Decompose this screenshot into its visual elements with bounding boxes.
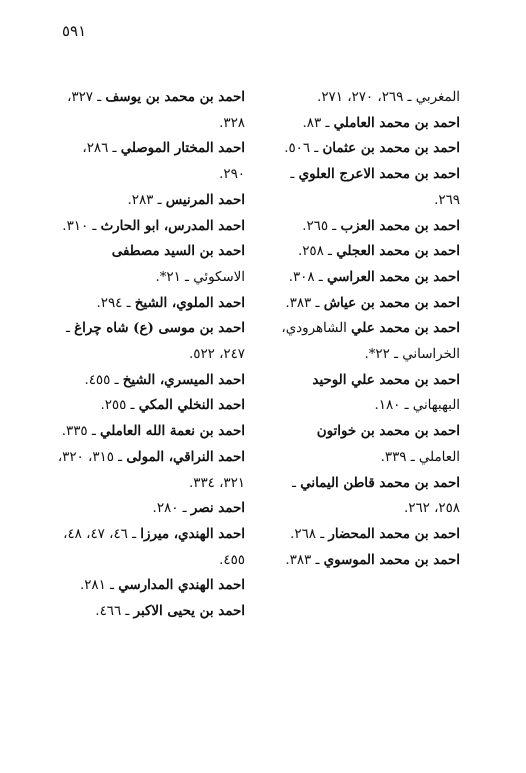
entry-pages: ـ ٢٦٥. <box>302 218 341 234</box>
entry-pages: ـ ٣١٥، ٣٢٠، ٣٢١، ٣٣٤. <box>57 449 245 491</box>
entry-pages: المغربي ـ ٢٦٩، ٢٧٠، ٢٧١. <box>317 90 460 105</box>
entry-pages: ـ ٣٣٥. <box>61 424 101 440</box>
entry-name: احمد بن محمد العاملي <box>333 114 460 131</box>
right-column <box>272 85 460 573</box>
entry-name: احمد بن نعمة الله العاملي <box>100 423 245 440</box>
entry-pages: الاسكوئي ـ ٢١*. <box>155 269 245 285</box>
index-entry <box>57 85 245 136</box>
entry-pages: ـ ٣٢٧، ٣٢٨. <box>67 90 245 131</box>
index-entry <box>57 393 245 419</box>
entry-pages: ـ ٢٤٧، ٥٢٢. <box>65 321 245 363</box>
index-entry <box>272 214 460 240</box>
index-entry <box>57 136 245 187</box>
entry-pages: ـ ٢٥٨. <box>297 244 337 260</box>
index-entry <box>272 522 460 548</box>
index-entry <box>57 445 245 496</box>
entry-pages: ـ ٨٣. <box>302 115 334 131</box>
index-entry <box>57 239 245 290</box>
index-entry <box>57 522 245 573</box>
entry-pages: ـ ٢٨٣. <box>127 192 166 208</box>
entry-pages: ـ ٥٠٦. <box>284 141 323 157</box>
entry-pages: ـ ٢٩٤. <box>96 295 135 311</box>
index-entry <box>57 188 245 214</box>
index-entry <box>272 548 460 574</box>
page-number: ٥٩١ <box>62 22 87 40</box>
index-entry <box>272 368 460 419</box>
index-entry <box>57 316 245 367</box>
index-entry <box>272 419 460 470</box>
entry-pages: ـ ٣٠٨. <box>288 269 327 285</box>
entry-pages: الشاهرودي، الخراساني ـ ٢٢*. <box>281 321 460 363</box>
index-entry <box>272 316 460 367</box>
index-entry <box>272 85 460 111</box>
entry-name: احمد بن محمد الموسوي <box>323 551 460 568</box>
entry-pages: ـ ٢٨٠. <box>152 501 191 517</box>
index-entry <box>272 471 460 522</box>
entry-name: احمد بن محمد بن خواتون <box>316 423 460 440</box>
entry-name: احمد بن محمد قاطن اليماني <box>300 474 460 491</box>
entry-pages: ـ ٣١٠. <box>62 218 101 234</box>
entry-name: احمد بن محمد علي الوحيد <box>312 371 460 388</box>
entry-pages: ـ ٢٥٨، ٢٦٢. <box>292 475 460 517</box>
index-entry <box>57 214 245 240</box>
entry-name: احمد النخلي المكي <box>138 397 245 414</box>
index-entry <box>57 291 245 317</box>
entry-name: احمد المختار الموصلي <box>120 140 245 157</box>
entry-name: احمد بن السيد مصطفى <box>111 243 245 260</box>
entry-name: احمد الهندي المدارسي <box>118 577 245 594</box>
left-column <box>57 85 245 625</box>
entry-name: احمد بن محمد بن عياش <box>323 294 460 311</box>
entry-name: احمد النراقي، المولى <box>126 448 245 465</box>
index-entry <box>57 496 245 522</box>
entry-name: احمد بن محمد العراسي <box>326 268 460 285</box>
entry-name: احمد بن محمد المحضار <box>328 525 460 542</box>
entry-name: احمد بن موسى (ع) شاه چراغ <box>74 320 245 337</box>
index-entry <box>57 419 245 445</box>
index-entry <box>272 239 460 265</box>
entry-name: احمد نصر <box>190 500 245 517</box>
entry-pages: ـ ٢٥٥. <box>100 398 139 414</box>
entry-pages: ـ ٣٨٣. <box>285 552 324 568</box>
entry-name: احمد بن محمد بن عثمان <box>322 140 460 157</box>
entry-name: احمد الهندي، ميرزا <box>140 525 245 542</box>
entry-pages: ـ ٢٦٩. <box>290 167 460 208</box>
entry-pages: ـ ٣٨٣. <box>285 295 324 311</box>
index-entry <box>57 368 245 394</box>
entry-name: احمد بن محمد علي <box>351 320 460 337</box>
index-entry <box>272 265 460 291</box>
entry-name: احمد بن محمد العزب <box>340 217 460 234</box>
entry-pages: ـ ٤٦، ٤٧، ٤٨، ٤٥٥. <box>63 526 245 568</box>
entry-pages: العاملي ـ ٣٣٩. <box>380 449 460 465</box>
index-entry <box>57 599 245 625</box>
entry-pages: ـ ٢٨٦، ٢٩٠. <box>82 141 245 183</box>
entry-name: احمد المرنيس <box>165 191 245 208</box>
index-entry <box>272 162 460 213</box>
entry-pages: ـ ٢٨١. <box>79 578 119 594</box>
entry-pages: البهبهاني ـ ١٨٠. <box>374 398 460 414</box>
entry-name: احمد بن محمد بن يوسف <box>105 89 245 105</box>
index-entry <box>272 136 460 162</box>
entry-name: احمد بن محمد العجلي <box>336 243 460 260</box>
entry-name: احمد الميسري، الشيخ <box>122 371 245 388</box>
index-entry <box>272 291 460 317</box>
entry-name: احمد المدرس، ابو الحارث <box>100 217 245 234</box>
entry-name: احمد الملوي، الشيخ <box>134 294 245 311</box>
entry-pages: ـ ٤٦٦. <box>95 604 134 620</box>
entry-name: احمد بن محمد الاعرج العلوي <box>298 166 460 183</box>
index-entry <box>57 573 245 599</box>
index-entry <box>272 111 460 137</box>
entry-name: احمد بن يحيى الاكبر <box>133 603 245 620</box>
entry-pages: ـ ٤٥٥. <box>84 372 123 388</box>
entry-pages: ـ ٢٦٨. <box>290 526 329 542</box>
